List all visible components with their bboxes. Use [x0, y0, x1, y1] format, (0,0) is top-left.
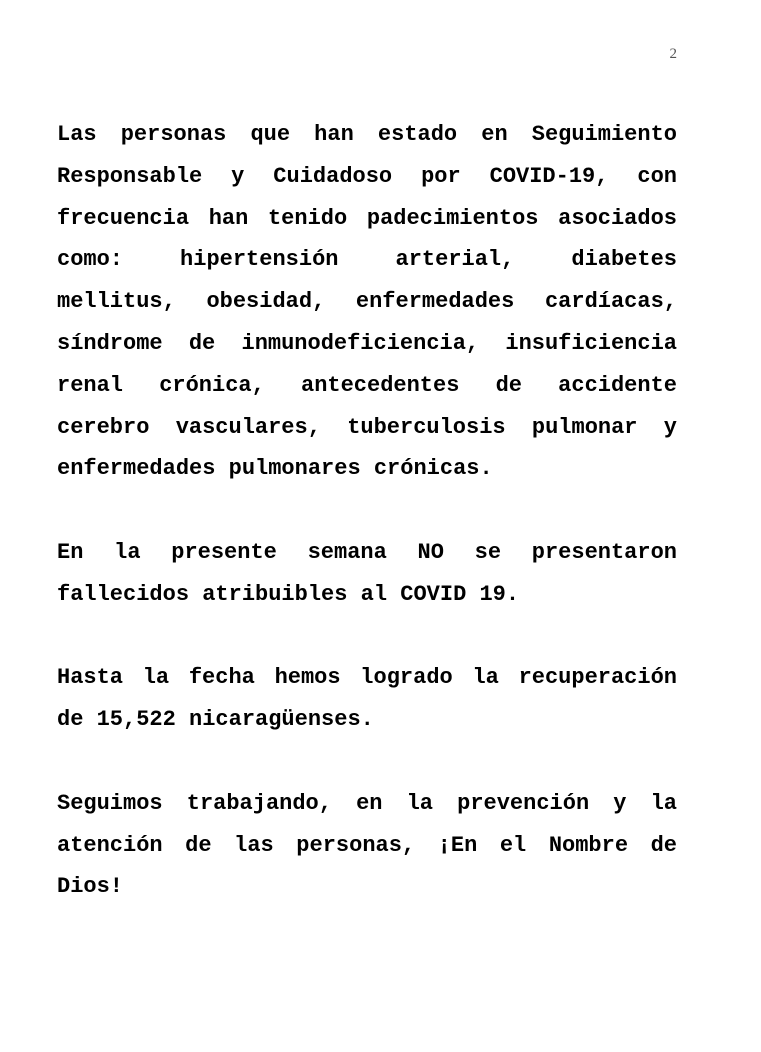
document-body	[57, 114, 677, 950]
paragraph-recoveries: Hasta la fecha hemos logrado la recuperación de 15,522 nicaragüenses.	[57, 665, 677, 733]
paragraph-deaths: En la presente semana NO se presentaron fallecidos atribuibles al COVID 19.	[57, 539, 677, 607]
page-number: 2	[669, 46, 677, 62]
paragraph-comorbidities: Las personas que han estado en Seguimiento Responsable y Cuidadoso por COVID-19, con frecuencia han tenido padecimientos asociados como: hipertensión arterial, diabetes mellitus, obesidad, enfermedades cardíacas, síndrome de inmunodeficiencia, insuficiencia renal crónica, antecedentes de accidente cerebro vasculares, tuberculosis pulmonar y enfermedades pulmonares crónicas.	[57, 122, 677, 482]
paragraph-closing: Seguimos trabajando, en la prevención y la atención de las personas, ¡En el Nombre de Dios!	[57, 790, 677, 900]
